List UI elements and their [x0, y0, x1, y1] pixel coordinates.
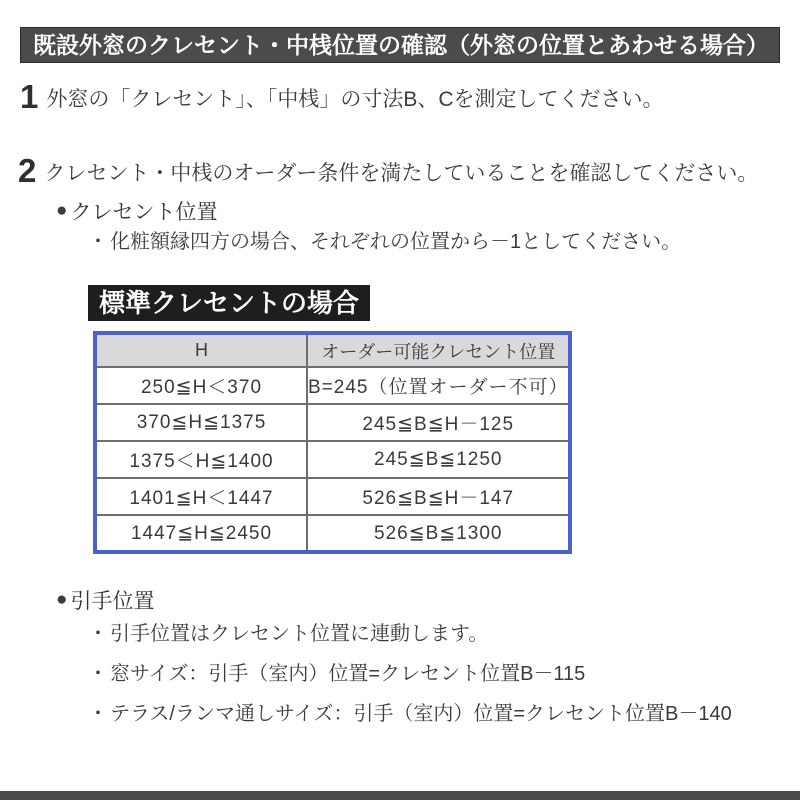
cell-h-range: 1447≦H≦2450	[95, 515, 307, 552]
cell-h-range: 1401≦H＜1447	[95, 478, 307, 515]
table-row	[95, 441, 570, 478]
dot-bullet-icon: ・	[88, 663, 108, 685]
crescent-position-heading	[56, 196, 217, 226]
bullet-circle-icon: ●	[56, 200, 68, 221]
col-header-h: H	[95, 333, 307, 367]
standard-crescent-label-text: 標準クレセントの場合	[99, 288, 360, 318]
step-2	[18, 152, 759, 189]
crescent-spec-table-container	[93, 331, 572, 554]
section-title-text: 既設外窓のクレセント・中桟位置の確認（外窓の位置とあわせる場合）	[33, 32, 769, 58]
cell-order-range: 526≦B≦H－147	[307, 478, 570, 515]
handle-note-terrace-size	[88, 701, 732, 727]
handle-note-text: 窓サイズ：引手（室内）位置=クレセント位置B－115	[110, 663, 586, 685]
table-row	[95, 404, 570, 441]
table-row	[95, 367, 570, 404]
crescent-spec-table	[93, 331, 572, 554]
dot-bullet-icon: ・	[88, 623, 108, 645]
bullet-circle-icon: ●	[56, 589, 68, 610]
handle-note-linkage	[88, 621, 488, 647]
crescent-position-note	[88, 229, 681, 255]
crescent-position-label: クレセント位置	[70, 201, 218, 224]
cell-order-range: 245≦B≦H－125	[307, 404, 570, 441]
table-row	[95, 478, 570, 515]
section-title-bar	[20, 27, 780, 63]
page-bottom-strip	[0, 791, 800, 800]
step-1	[20, 78, 664, 115]
cell-h-range: 1375＜H≦1400	[95, 441, 307, 478]
standard-crescent-label	[88, 285, 370, 321]
handle-note-text: テラス/ランマ通しサイズ：引手（室内）位置=クレセント位置B－140	[110, 703, 732, 725]
dot-bullet-icon: ・	[88, 703, 108, 725]
step-1-number: 1	[20, 78, 39, 115]
step-1-text: 外窓の「クレセント」、「中桟」の寸法B、Cを測定してください。	[46, 88, 664, 111]
table-row	[95, 515, 570, 552]
cell-h-range: 370≦H≦1375	[95, 404, 307, 441]
handle-note-text: 引手位置はクレセント位置に連動します。	[110, 623, 489, 645]
step-2-number: 2	[18, 152, 37, 189]
col-header-order-position: オーダー可能クレセント位置	[307, 333, 570, 367]
cell-order-range: 245≦B≦1250	[307, 441, 570, 478]
cell-order-range: 526≦B≦1300	[307, 515, 570, 552]
cell-h-range: 250≦H＜370	[95, 367, 307, 404]
handle-position-label: 引手位置	[70, 590, 155, 613]
handle-note-window-size	[88, 661, 585, 687]
table-header-row	[95, 333, 570, 367]
crescent-note-text: 化粧額縁四方の場合、それぞれの位置から－1としてください。	[110, 231, 682, 253]
step-2-text: クレセント・中桟のオーダー条件を満たしていることを確認してください。	[44, 162, 759, 185]
cell-order-range: B=245（位置オーダー不可）	[307, 367, 570, 404]
dot-bullet-icon: ・	[88, 231, 108, 253]
handle-position-heading	[56, 585, 154, 615]
